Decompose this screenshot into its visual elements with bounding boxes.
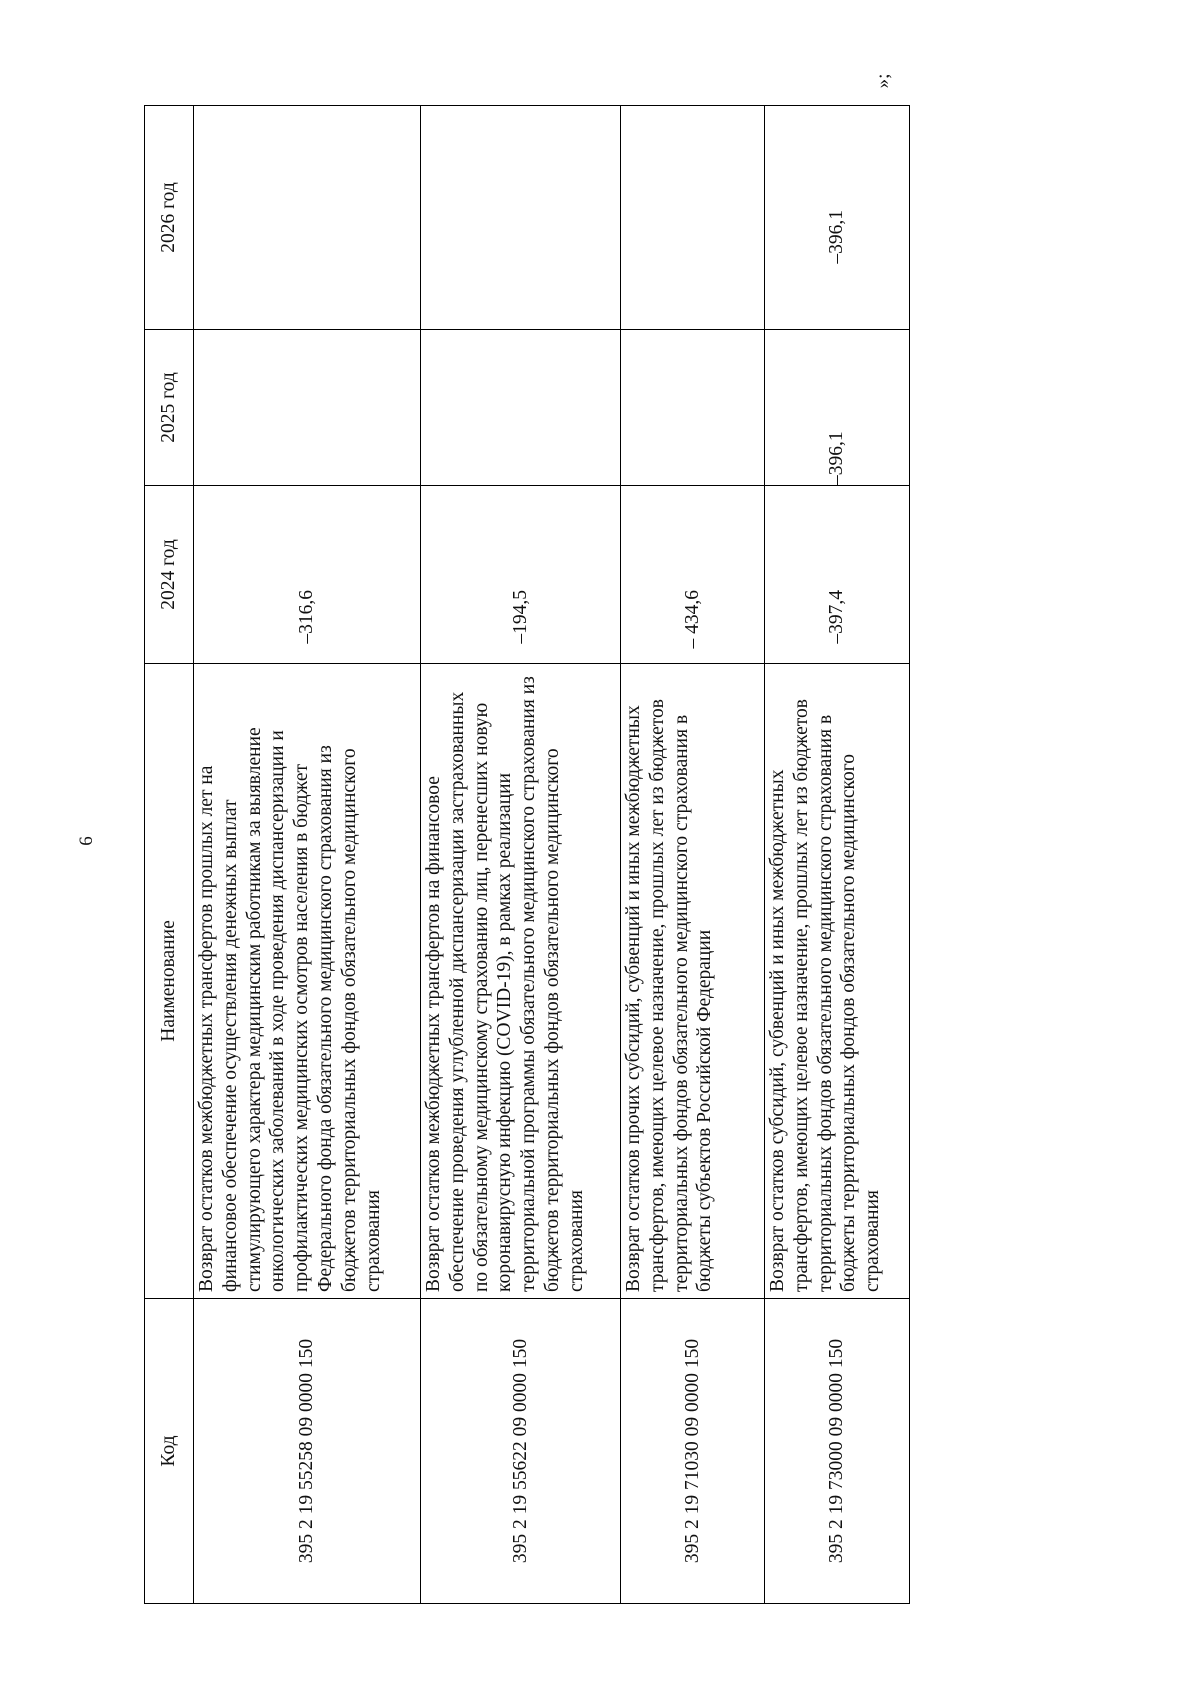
row-code: 395 2 19 55258 09 0000 150 [194,1299,421,1604]
row-value-2026: –396,1 [765,106,910,330]
page-number: 6 [75,836,97,846]
header-2024: 2024 год [145,486,194,664]
row-value-2024: –316,6 [194,486,421,664]
row-code: 395 2 19 71030 09 0000 150 [621,1299,765,1604]
table-row [765,106,910,1604]
row-value-2025 [421,330,621,486]
table-row [621,106,765,1604]
row-value-2026 [194,106,421,330]
header-code: Код [145,1299,194,1604]
row-value-2024: – 434,6 [621,486,765,664]
row-value-2024: –194,5 [421,486,621,664]
budget-table [144,105,910,1604]
row-value-2025 [621,330,765,486]
header-2026: 2026 год [145,106,194,330]
row-value-2026 [421,106,621,330]
table-row [194,106,421,1604]
row-value-2024: –397,4 [765,486,910,664]
rotated-table-container [144,106,901,1604]
row-code: 395 2 19 73000 09 0000 150 [765,1299,910,1604]
row-value-2025: –396,1 [765,330,910,486]
row-name: Возврат остатков межбюджетных трансфертов на финансовое обеспечение проведения углубленной диспансеризации застрахованных по обязательному медицинскому страхованию лиц, перенесших новую коронавирусную инфекцию (COVID-19), в рамках реализации территориальной программы обязательного медицинского страхования из бюджетов территориальных фондов обязательного медицинского страхования [421,664,621,1299]
row-name: Возврат остатков субсидий, субвенций и иных межбюджетных трансфертов, имеющих целевое назначение, прошлых лет из бюджетов территориальных фондов обязательного медицинского страхования в бюджеты территориальных фондов обязательного медицинского страхования [765,664,910,1299]
row-code: 395 2 19 55622 09 0000 150 [421,1299,621,1604]
table-row [421,106,621,1604]
row-value-2026 [621,106,765,330]
row-value-2025 [194,330,421,486]
row-name: Возврат остатков прочих субсидий, субвенций и иных межбюджетных трансфертов, имеющих целевое назначение, прошлых лет из бюджетов территориальных фондов обязательного медицинского страхования в бюджеты субъектов Российской Федерации [621,664,765,1299]
table-header-row [145,106,194,1604]
header-name: Наименование [145,664,194,1299]
row-name: Возврат остатков межбюджетных трансфертов прошлых лет на финансовое обеспечение осуществления денежных выплат стимулирующего характера медицинским работникам за выявление онкологических заболеваний в ходе проведения диспансеризации и профилактических медицинских осмотров населения в бюджет Федерального фонда обязательного медицинского страхования из бюджетов территориальных фондов обязательного медицинского страхования [194,664,421,1299]
header-2025: 2025 год [145,330,194,486]
closing-quote-mark: »; [872,73,894,89]
